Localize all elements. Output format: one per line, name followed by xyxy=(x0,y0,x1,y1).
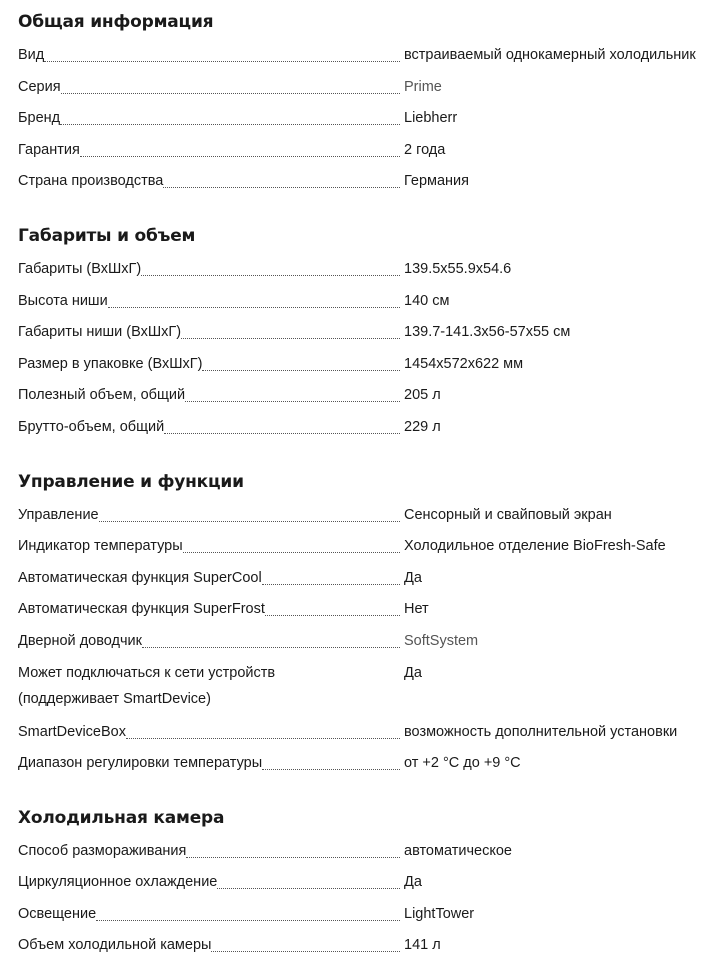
spec-name xyxy=(18,105,400,131)
spec-value: Германия xyxy=(404,173,470,190)
dotted-leader xyxy=(96,920,400,921)
spec-row-supercool xyxy=(18,565,710,597)
spec-value: 1454x572x622 мм xyxy=(404,355,524,372)
spec-value: Да xyxy=(404,874,422,891)
spec-value-link[interactable]: SoftSystem xyxy=(404,632,479,649)
spec-value: 139.5x55.9x54.6 xyxy=(404,260,512,277)
dotted-leader xyxy=(141,275,400,276)
spec-value: Сенсорный и свайповый экран xyxy=(404,506,612,523)
spec-label: Размер в упаковке (ВхШхГ) xyxy=(18,355,203,372)
dotted-leader xyxy=(262,769,400,770)
spec-value: Да xyxy=(404,664,422,681)
section-general-info xyxy=(18,0,710,200)
spec-label: Автоматическая функция SuperFrost xyxy=(18,601,265,618)
spec-value: встраиваемый однокамерный холодильник xyxy=(404,47,696,63)
spec-value: 140 см xyxy=(404,292,450,309)
spec-row-brand xyxy=(18,105,710,137)
spec-label: Брутто-объем, общий xyxy=(18,418,165,435)
spec-name xyxy=(18,319,400,345)
spec-label: Объем холодильной камеры xyxy=(18,937,212,954)
dotted-leader xyxy=(183,552,400,553)
spec-name xyxy=(18,502,400,528)
spec-name xyxy=(18,901,400,927)
spec-name xyxy=(18,628,400,654)
dotted-leader xyxy=(164,433,400,434)
spec-row-defrost xyxy=(18,838,710,870)
spec-list xyxy=(18,256,710,446)
spec-label: Высота ниши xyxy=(18,292,108,309)
spec-label: SmartDeviceBox xyxy=(18,723,126,740)
spec-value: Нет xyxy=(404,601,429,618)
dotted-leader xyxy=(262,584,400,585)
spec-label-line2: (поддерживает SmartDevice) xyxy=(18,691,211,707)
spec-row-lighting xyxy=(18,901,710,933)
dotted-leader xyxy=(108,307,400,308)
spec-name xyxy=(18,565,400,591)
spec-value: Liebherr xyxy=(404,110,458,127)
spec-label: Страна производства xyxy=(18,173,164,190)
spec-label: Серия xyxy=(18,78,61,95)
spec-label: Полезный объем, общий xyxy=(18,387,186,404)
spec-label: Диапазон регулировки температуры xyxy=(18,755,263,772)
spec-label: Бренд xyxy=(18,110,61,127)
section-title: Габариты и объем xyxy=(18,225,196,246)
spec-value: 139.7-141.3x56-57x55 см xyxy=(404,324,571,341)
dotted-leader xyxy=(181,338,400,339)
spec-row-circulation-cooling xyxy=(18,869,710,901)
spec-label: Автоматическая функция SuperCool xyxy=(18,569,262,586)
spec-label-line1: Может подключаться к сети устройств xyxy=(18,664,276,681)
spec-name xyxy=(18,719,400,745)
dotted-leader xyxy=(217,888,400,889)
dotted-leader xyxy=(186,857,400,858)
spec-label: Вид xyxy=(18,47,45,63)
spec-row-dimensions xyxy=(18,256,710,288)
spec-row-country xyxy=(18,168,710,200)
spec-value: 141 л xyxy=(404,937,441,954)
spec-row-fridge-volume xyxy=(18,932,710,964)
section-title: Общая информация xyxy=(18,12,214,32)
spec-name xyxy=(18,596,400,622)
spec-name xyxy=(18,74,400,100)
spec-label: Способ размораживания xyxy=(18,842,187,859)
spec-label: Индикатор температуры xyxy=(18,538,183,555)
spec-row-smartdevice-support xyxy=(18,660,710,719)
dotted-leader xyxy=(202,370,400,371)
dotted-leader xyxy=(61,93,400,94)
spec-value: LightTower xyxy=(404,905,475,922)
spec-row-package-size xyxy=(18,351,710,383)
spec-row-door-closer xyxy=(18,628,710,660)
spec-name xyxy=(18,351,400,377)
spec-label: Освещение xyxy=(18,905,97,922)
spec-value: возможность дополнительной установки xyxy=(404,723,678,740)
spec-list xyxy=(18,42,710,200)
dotted-leader xyxy=(60,124,400,125)
spec-label: Гарантия xyxy=(18,141,80,158)
spec-row-type xyxy=(18,42,710,74)
spec-row-niche-dimensions xyxy=(18,319,710,351)
dotted-leader xyxy=(99,521,400,522)
spec-name xyxy=(18,660,400,713)
spec-name xyxy=(18,137,400,163)
spec-row-temp-range xyxy=(18,750,710,782)
dotted-leader xyxy=(44,61,400,62)
spec-value: Да xyxy=(404,569,422,586)
spec-row-superfrost xyxy=(18,596,710,628)
spec-value: от +2 °C до +9 °C xyxy=(404,755,521,772)
dotted-leader xyxy=(163,187,400,188)
spec-list xyxy=(18,502,710,782)
spec-name xyxy=(18,256,400,282)
section-controls-functions xyxy=(18,460,710,782)
spec-name xyxy=(18,932,400,958)
spec-label: Габариты ниши (ВхШхГ) xyxy=(18,324,182,341)
spec-label: Управление xyxy=(18,506,99,523)
spec-row-series xyxy=(18,74,710,106)
dotted-leader xyxy=(126,738,400,739)
spec-row-warranty xyxy=(18,137,710,169)
spec-list xyxy=(18,838,710,964)
spec-value: 2 года xyxy=(404,141,446,158)
section-title: Холодильная камера xyxy=(18,807,225,828)
dotted-leader xyxy=(265,615,400,616)
dotted-leader xyxy=(185,401,400,402)
spec-row-control xyxy=(18,502,710,534)
dotted-leader xyxy=(211,951,400,952)
spec-label: Циркуляционное охлаждение xyxy=(18,874,218,891)
spec-name xyxy=(18,414,400,440)
spec-name xyxy=(18,838,400,864)
spec-name xyxy=(18,750,400,776)
spec-value: автоматическое xyxy=(404,842,512,859)
spec-row-niche-height xyxy=(18,288,710,320)
spec-name xyxy=(18,533,400,559)
spec-row-smartdevicebox xyxy=(18,719,710,751)
dotted-leader xyxy=(80,156,400,157)
spec-value: 229 л xyxy=(404,418,441,435)
spec-name xyxy=(18,42,400,68)
spec-label: Дверной доводчик xyxy=(18,632,142,649)
spec-row-temp-indicator xyxy=(18,533,710,565)
spec-name xyxy=(18,288,400,314)
spec-value-link[interactable]: Prime xyxy=(404,78,442,95)
spec-label: Габариты (ВхШхГ) xyxy=(18,260,142,277)
section-fridge-compartment xyxy=(18,796,710,964)
spec-value: Холодильное отделение BioFresh-Safe xyxy=(404,538,666,555)
spec-row-useful-volume xyxy=(18,382,710,414)
section-dimensions xyxy=(18,214,710,446)
spec-name xyxy=(18,168,400,194)
spec-value: 205 л xyxy=(404,387,441,404)
dotted-leader xyxy=(142,647,400,648)
spec-name xyxy=(18,382,400,408)
spec-row-gross-volume xyxy=(18,414,710,446)
spec-name xyxy=(18,869,400,895)
section-title: Управление и функции xyxy=(18,471,244,492)
